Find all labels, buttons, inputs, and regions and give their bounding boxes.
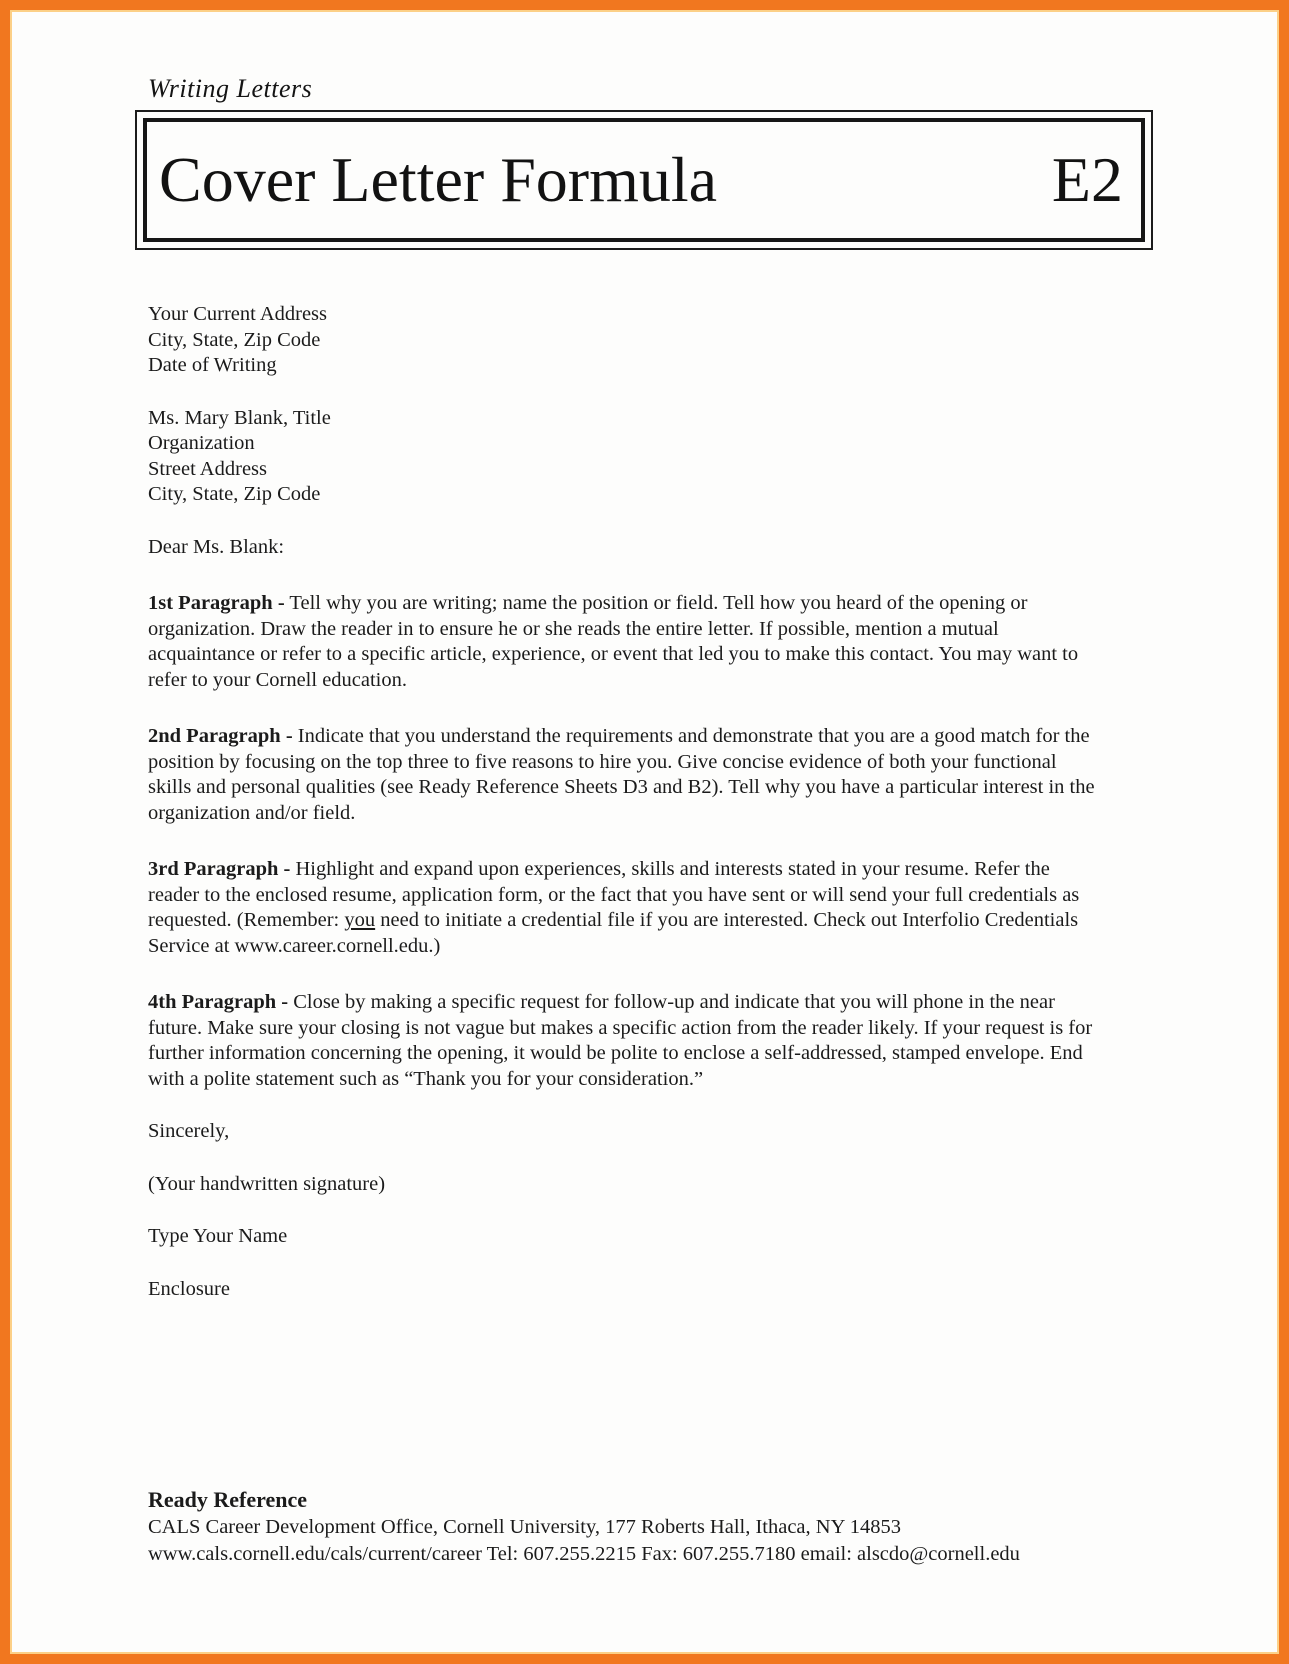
recipient-address-line: Street Address <box>148 457 267 480</box>
section-header-label: Writing Letters <box>148 74 313 103</box>
ready-reference-contact-line: www.cals.cornell.edu/cals/current/career Tel: 607.255.2215 Fax: 607.255.7180 email: alscdo@cornell.edu <box>148 1543 1020 1565</box>
recipient-address-block <box>148 406 1098 508</box>
paragraph-2-text: Indicate that you understand the requirements and demonstrate that you are a good match for the position by focusing on the top three to five reasons to hire you. Give concise evidence of both your functional skills and personal qualities (see Ready Reference Sheets D3 and B2). Tell why you have a particular interest in the organization and/or field. <box>148 725 1095 824</box>
paragraph-3-text: Highlight and expand upon experiences, skills and interests stated in your resume. Refer the reader to the enclosed resume, application form, or the fact that you have sent or will send your full credentials as requested. (Remember: <box>148 858 1080 931</box>
document-title: Cover Letter Formula <box>159 144 718 215</box>
paragraph-4-text: Close by making a specific request for follow-up and indicate that you will phone in the near future. Make sure your closing is not vague but makes a specific action from the reader likely. If your request is for further information concerning the opening, it would be polite to enclose a self-addressed, stamped envelope. End with a polite statement such as “Thank you for your consideration.” <box>148 991 1093 1090</box>
closing-enclosure: Enclosure <box>148 1277 230 1300</box>
document-code: E2 <box>1051 144 1123 215</box>
paragraph-1 <box>148 591 1098 693</box>
paragraph-3 <box>148 857 1098 959</box>
paragraph-1-text: Tell why you are writing; name the position or field. Tell how you heard of the opening or organization. Draw the reader in to ensure he or she reads the entire letter. If possible, mention a mutual acquaintance or refer to a specific article, experience, or event that led you to make this contact. You may want to refer to your Cornell education. <box>148 592 1079 691</box>
recipient-address-line: Ms. Mary Blank, Title <box>148 406 331 429</box>
paragraph-1-label: 1st Paragraph - <box>148 592 285 614</box>
paragraph-2-label: 2nd Paragraph - <box>148 725 293 747</box>
sender-address-line: Date of Writing <box>148 354 277 376</box>
closing-signature-placeholder: (Your handwritten signature) <box>148 1172 386 1195</box>
paragraph-4 <box>148 990 1098 1092</box>
ready-reference-heading: Ready Reference <box>148 1487 308 1512</box>
closing-typed-name-placeholder: Type Your Name <box>148 1225 288 1247</box>
sender-address-line: Your Current Address <box>148 303 328 325</box>
salutation: Dear Ms. Blank: <box>148 535 285 558</box>
paragraph-3-underlined-text: you <box>344 909 376 931</box>
paragraph-4-label: 4th Paragraph - <box>148 991 289 1013</box>
title-box <box>135 110 1153 250</box>
recipient-address-line: Organization <box>148 432 255 454</box>
ready-reference-address-line: CALS Career Development Office, Cornell University, 177 Roberts Hall, Ithaca, NY 14853 <box>148 1516 902 1538</box>
closing-sincerely: Sincerely, <box>148 1120 230 1142</box>
paragraph-3-label: 3rd Paragraph - <box>148 858 291 880</box>
letter-body <box>148 302 1098 1302</box>
sender-address-line: City, State, Zip Code <box>148 328 321 351</box>
paragraph-2 <box>148 724 1098 826</box>
recipient-address-line: City, State, Zip Code <box>148 483 321 505</box>
sender-address-block <box>148 302 1098 379</box>
ready-reference-section <box>148 1486 1108 1568</box>
title-box-inner <box>143 118 1145 242</box>
paragraph-3-text-after: need to initiate a credential file if you are interested. Check out Interfolio Credentials Service at www.career.cornell.edu.) <box>148 909 1079 957</box>
